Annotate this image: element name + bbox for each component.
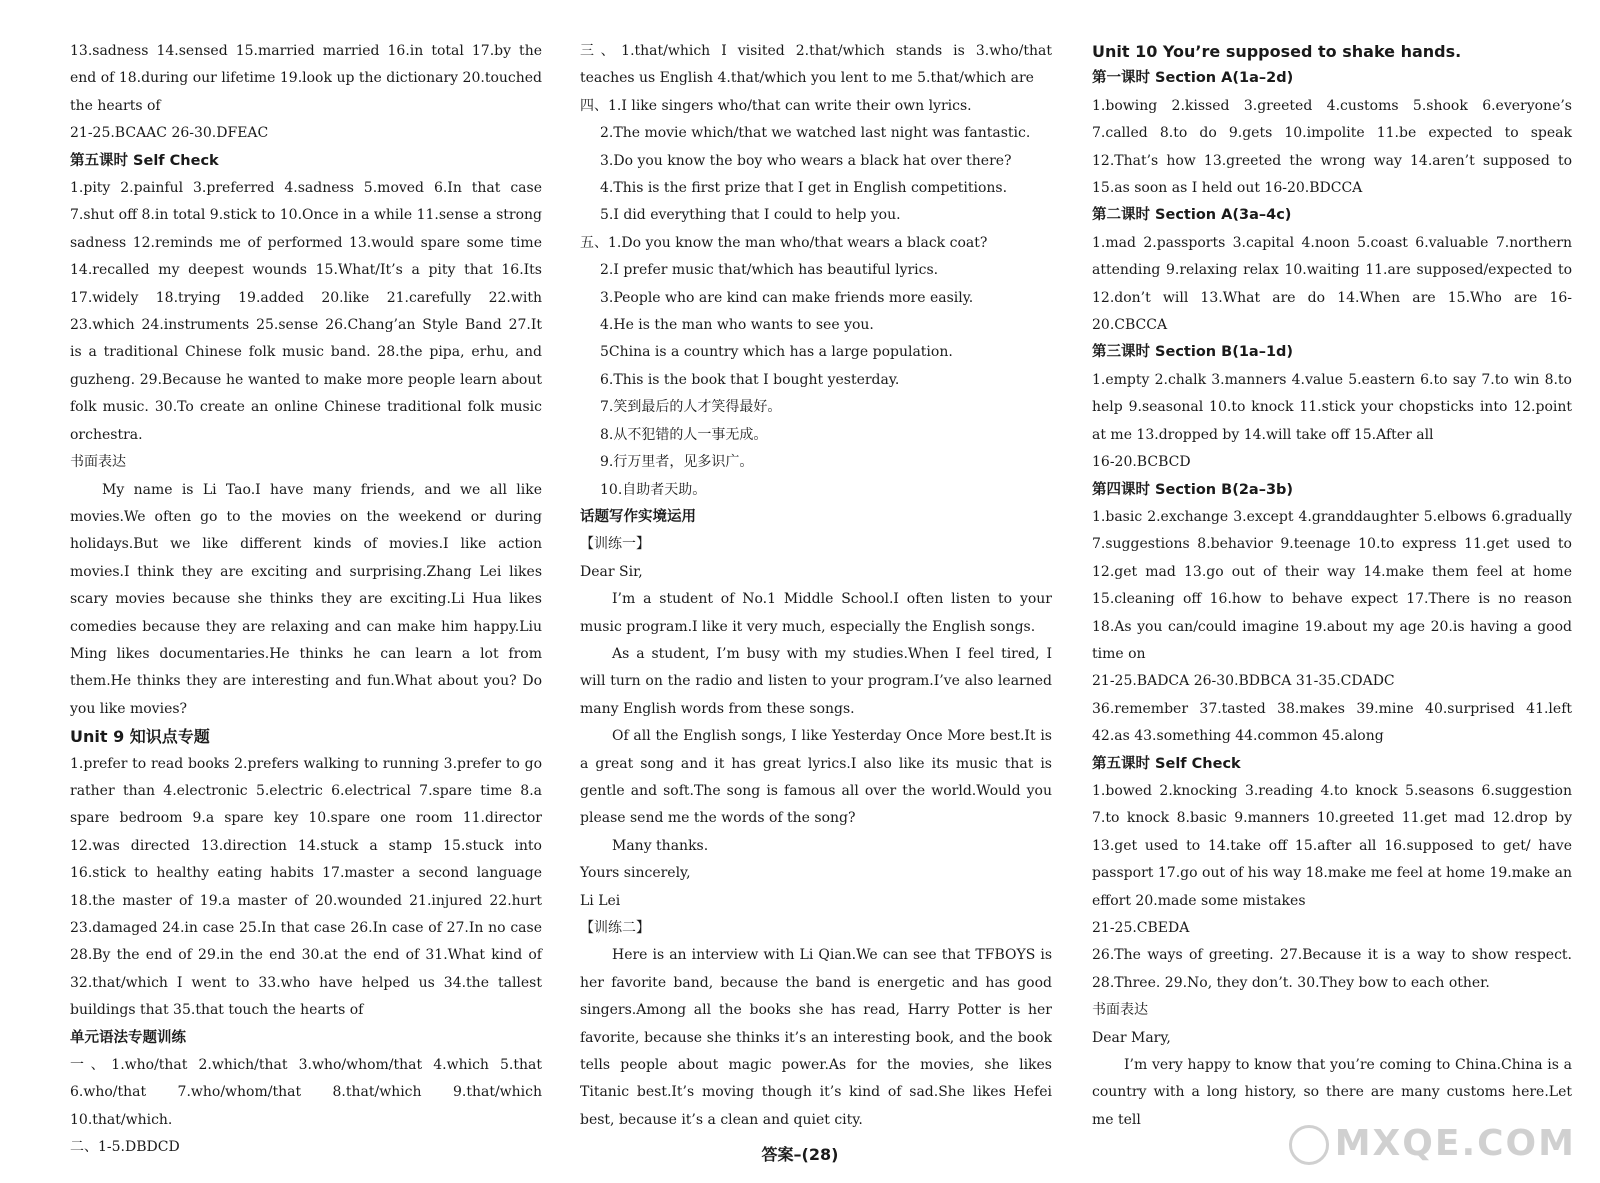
answers-3: 1.empty 2.chalk 3.manners 4.value 5.eastern 6.to say 7.to win 8.to help 9.seasonal 10.to knock 11.stick your chopsticks into 12.point at me 13.dropped by 14.will take off 15.After all bbox=[1092, 371, 1572, 443]
answers-4: 16-20.BCBCD bbox=[1092, 454, 1191, 471]
answers-line: 4.This is the first prize that I get in English competitions. bbox=[600, 180, 1008, 197]
watermark bbox=[1289, 1123, 1576, 1165]
letter-closing: Yours sincerely, bbox=[580, 865, 691, 882]
letter-paragraph: Many thanks. bbox=[612, 837, 709, 854]
answers-3: 1.pity 2.painful 3.preferred 4.sadness 5.moved 6.In that case 7.shut off 8.in total 9.stick to 10.Once in a while 11.sense a strong sadness 12.reminds me of performed 13.would spare some time 14.recalled my deepest wounds 15.What/It’s a pity that 16.Its 17.widely 18.trying 19.added 20.like 21.carefully 22.with 23.which 24.instruments 25.sense 26.Chang’an Style Band 27.It is a traditional Chinese folk music band. 28.the pipa, erhu, and guzheng. 29.Because he wanted to make more people learn about folk music. 30.To create an online Chinese traditional folk music orchestra. bbox=[70, 180, 542, 443]
interview-paragraph: Here is an interview with Li Qian.We can see that TFBOYS is her favorite band, because the band is energetic and has good singers.Among all the books she has read, Harry Potter is her favorite, because she thinks it’s an interesting book, and the book tells people about magic power.As for the movies, she likes Titanic best.It’s moving though it’s kind of sad.She likes Hefei best, because it’s a clean and quiet city. bbox=[580, 947, 1052, 1128]
right-column bbox=[1092, 38, 1572, 1134]
answers-9: 21-25.CBEDA bbox=[1092, 920, 1190, 936]
unit-heading: Unit 9 知识点专题 bbox=[70, 727, 210, 747]
section-heading: 第二课时 Section A(3a–4c) bbox=[1092, 207, 1292, 224]
watermark-icon bbox=[1289, 1125, 1329, 1165]
answers-line: 5China is a country which has a large population. bbox=[600, 344, 953, 361]
answers-line: 6.This is the book that I bought yesterday. bbox=[600, 371, 900, 388]
answers-line: 9.行万里者，见多识广。 bbox=[600, 454, 754, 471]
letter-paragraph: I’m very happy to know that you’re coming to China.China is a country with a long history, so there are many customs here.Let me tell bbox=[1092, 1057, 1572, 1128]
answers-line: 2.I prefer music that/which has beautiful lyrics. bbox=[600, 262, 939, 279]
middle-column bbox=[580, 38, 1052, 1134]
essay-paragraph: My name is Li Tao.I have many friends, and we all like movies.We often go to the movies on the weekend or during holidays.But we like different kinds of movies.I like action movies.I think they are exciting and surprising.Zhang Lei likes scary movies because she thinks they are exciting.Li Hua likes comedies because they are relaxing and can make him happy.Liu Ming likes documentaries.He thinks he can learn a lot from them.He thinks they are interesting and fun.What about you? Do you like movies? bbox=[70, 481, 542, 717]
answers-6: 21-25.BADCA 26-30.BDBCA 31-35.CDADC bbox=[1092, 673, 1395, 690]
answers-6: 二、1-5.DBDCD bbox=[70, 1139, 180, 1156]
answers-line: 5.I did everything that I could to help you. bbox=[600, 207, 901, 224]
writing-heading: 书面表达 bbox=[70, 454, 126, 471]
answers-5: 一、1.who/that 2.which/that 3.who/whom/that 4.which 5.that 6.who/that 7.who/whom/that 8.that/which 9.that/which 10.that/which. bbox=[70, 1057, 542, 1128]
answers-2: 1.mad 2.passports 3.capital 4.noon 5.coast 6.valuable 7.northern attending 9.relaxing relax 10.waiting 11.are supposed/expected to 12.don’t will 13.What are do 14.When are 15.Who are 16-20.CBCCA bbox=[1092, 234, 1572, 334]
answers-8: 1.bowed 2.knocking 3.reading 4.to knock 5.seasons 6.suggestion 7.to knock 8.basic 9.manners 10.greeted 11.get mad 12.drop by 13.get used to 14.take off 15.after all 16.supposed to get/ have passport 17.go out of his way 18.make me feel at home 19.make an effort 20.made some mistakes bbox=[1092, 782, 1572, 909]
answers-line: 8.从不犯错的人一事无成。 bbox=[600, 426, 768, 443]
watermark-text: MXQE.COM bbox=[1334, 1123, 1576, 1164]
answers-line: 3.People who are kind can make friends more easily. bbox=[600, 289, 974, 306]
section-heading: 第一课时 Section A(1a–2d) bbox=[1092, 70, 1294, 87]
section-heading: 第四课时 Section B(2a–3b) bbox=[1092, 481, 1294, 498]
page-number: 答案–(28) bbox=[761, 1145, 839, 1164]
answers-1: 1.bowing 2.kissed 3.greeted 4.customs 5.shook 6.everyone’s 7.called 8.to do 9.gets 10.impolite 11.be expected to speak 12.That’s how 13.greeted the wrong way 14.aren’t supposed to 15.as soon as I held out 16-20.BDCCA bbox=[1092, 97, 1572, 197]
section-heading: 第五课时 Self Check bbox=[70, 152, 219, 169]
letter-paragraph: As a student, I’m busy with my studies.When I feel tired, I will turn on the radio and listen to your program.I’ve also learned many English words from these songs. bbox=[580, 645, 1052, 717]
writing-section-heading: 话题写作实境运用 bbox=[580, 508, 696, 525]
left-column bbox=[70, 38, 542, 1162]
letter-greeting: Dear Mary, bbox=[1092, 1029, 1171, 1046]
letter-paragraph: I’m a student of No.1 Middle School.I often listen to your music program.I like it very much, especially the English songs. bbox=[580, 591, 1052, 635]
answers-4: 1.prefer to read books 2.prefers walking to running 3.prefer to go rather than 4.electronic 5.electric 6.electrical 7.spare time 8.a spare bedroom 9.a spare key 10.spare one room 11.director 12.was directed 13.direction 14.stuck a stamp 15.stuck into 16.stick to healthy eating habits 17.master a second language 18.the master of 19.a master of 20.wounded 21.injured 22.hurt 23.damaged 24.in case 25.In that case 26.In case of 27.In no case 28.By the end of 29.in the end 30.at the end of 31.What kind of 32.that/which I went to 33.who have helped us 34.the tallest buildings that 35.that touch the hearts of bbox=[70, 755, 542, 1019]
letter-paragraph: Of all the English songs, I like Yesterday Once More best.It is a great song and it has great lyrics.I also like its music that is gentle and soft.The song is famous all over the world.Would you please send me the words of the song? bbox=[580, 728, 1052, 827]
answers-line: 3.Do you know the boy who wears a black hat over there? bbox=[600, 152, 1012, 169]
training-label: 【训练一】 bbox=[580, 536, 650, 553]
answers-line: 四、1.I like singers who/that can write their own lyrics. bbox=[580, 97, 972, 114]
answers-line: 10.自助者天助。 bbox=[600, 481, 707, 498]
answers-line: 4.He is the man who wants to see you. bbox=[600, 317, 874, 334]
training-label: 【训练二】 bbox=[580, 920, 650, 936]
answers-line: 五、1.Do you know the man who/that wears a black coat? bbox=[580, 234, 988, 251]
grammar-heading: 单元语法专题训练 bbox=[70, 1029, 186, 1046]
answers-5: 1.basic 2.exchange 3.except 4.granddaughter 5.elbows 6.gradually 7.suggestions 8.behavior 9.teenage 10.to express 11.get used to 12.get mad 13.go out of their way 14.make them feel at home 15.cleaning off 16.how to behave expect 17.There is no reason 18.As you can/could imagine 19.about my age 20.is having a good time on bbox=[1092, 508, 1572, 662]
answers-line: 7.笑到最后的人才笑得最好。 bbox=[600, 399, 782, 416]
writing-heading: 书面表达 bbox=[1092, 1002, 1148, 1019]
section-heading: 第三课时 Section B(1a–1d) bbox=[1092, 344, 1294, 361]
answers-1: 13.sadness 14.sensed 15.married married 16.in total 17.by the end of 18.during our lifetime 19.look up the dictionary 20.touched the hearts of bbox=[70, 43, 542, 114]
answers-2: 21-25.BCAAC 26-30.DFEAC bbox=[70, 125, 269, 142]
unit-heading: Unit 10 You’re supposed to shake hands. bbox=[1092, 42, 1462, 61]
section-heading: 第五课时 Self Check bbox=[1092, 755, 1241, 772]
answers-7: 36.remember 37.tasted 38.makes 39.mine 40.surprised 41.left 42.as 43.something 44.common 45.along bbox=[1092, 700, 1572, 745]
answers-10: 26.The ways of greeting. 27.Because it is a way to show respect. 28.Three. 29.No, they don’t. 30.They bow to each other. bbox=[1092, 947, 1572, 991]
answers-line: 2.The movie which/that we watched last night was fantastic. bbox=[600, 125, 1031, 142]
letter-signature: Li Lei bbox=[580, 892, 621, 909]
letter-greeting: Dear Sir, bbox=[580, 563, 643, 580]
answers-line: 三、1.that/which I visited 2.that/which stands is 3.who/that teaches us English 4.that/which you lent to me 5.that/which are bbox=[580, 43, 1052, 87]
